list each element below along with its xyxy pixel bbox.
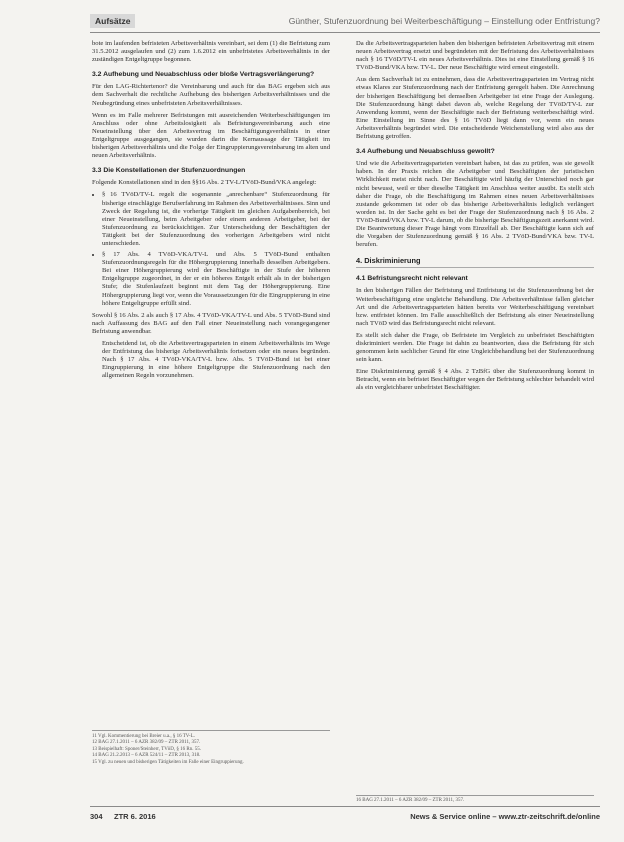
journal-issue: ZTR 6. 2016 xyxy=(114,812,156,821)
paragraph: Da die Arbeitsvertragsparteien haben den bisherigen befristeten Arbeitsvertrag mit einem neuen Arbeitsvertrag ersetzt und begründeten mit der Befristung des Arbeitsverhältnisses nach § 16 TVöD/TV-L ein neues Arbeitsverhältnis. Dies ist eine Einstellung gemäß § 16 TVöD-Bund/VKA bzw. TV-L. Der neue Beschäftigte wird erneut eingestellt. xyxy=(356,40,594,72)
footnote: 14 BAG 21.2.2013 – 6 AZR 524/11 – ZTR 2013, 318. xyxy=(92,753,201,759)
section-heading: 3.3 Die Konstellationen der Stufenzuordnungen xyxy=(92,167,246,175)
section-heading: 3.4 Aufhebung und Neuabschluss gewollt? xyxy=(356,148,495,156)
footnote: 15 Vgl. zu neuen und bisherigen Tätigkeiten im Falle einer Eingruppierung. xyxy=(92,759,244,765)
paragraph: Es stellt sich daher die Frage, ob Befristete im Vergleich zu unbefristet Beschäftigten diskriminiert werden. Die Frage ist dahin zu beantworten, dass die Befristung für sich genommen kein sachlicher Grund für eine Ungleichbehandlung bei der Stufenzuordnung sein kann. xyxy=(356,331,594,364)
left-column xyxy=(92,40,330,384)
right-column xyxy=(356,40,594,397)
paragraph: Folgende Konstellationen sind in den §§16 Abs. 2 TV-L/TVöD-Bund/VKA angelegt: xyxy=(92,179,317,187)
paragraph: Und wie die Arbeitsvertragsparteien vereinbart haben, ist das zu prüfen, was sie gewollt haben. In der Praxis reichen die Arbeitgeber und Beschäftigten der juristischen Wirklichkeit meist nicht nach. Der Beschäftigte wird häufig der Unterschied noch gar nicht bewusst, weil er über dieselbe Tätigkeit im Anschluss weiter ausübt. Es stellt sich daher die Frage, ob die Beschäftigung im Rahmen eines neuen Arbeitsverhältnisses zustande gekommen ist oder ob das bisherige Arbeitsverhältnis lediglich verlängert worden ist. In der Sache geht es bei der Frage der Stufenzuordnung nach § 16 Abs. 2 TVöD-Bund/VKA bzw. TV-L darum, ob die bisherige Beschäftigungszeit anerkannt wird. Die Beantwortung dieser Frage hängt vom Einzelfall ab. Der Beschäftigte kann sich auf die Vorgaben der Stufenzuordnung gemäß § 16 Abs. 2 TVöD-Bund/VKA bzw. TV-L berufen. xyxy=(356,160,594,249)
paragraph: Für den LAG-Richtertenor? die Vereinbarung und auch für das BAG ergeben sich aus dem Sachverhalt die rechtliche Aufhebung des bisherigen Arbeitsverhältnisses und die Neubegründung eines unbefristeten Arbeitsverhältnisses. xyxy=(92,83,330,107)
section-tag: Aufsätze xyxy=(90,14,135,28)
footnote: 11 Vgl. Kommentierung bei Breier u.a., § 16 TV-L. xyxy=(92,734,195,739)
section-heading: 3.2 Aufhebung und Neuabschluss oder bloße Vertragsverlängerung? xyxy=(92,71,315,79)
page-footer xyxy=(90,806,600,823)
paragraph: Eine Diskriminierung gemäß § 4 Abs. 2 TzBfG über die Stufenzuordnung kommt in Betracht, wenn ein befristet Beschäftigter wegen der Befristung schlechter behandelt wird als ein vergleichbarer unbefristet Beschäftigter. xyxy=(356,368,594,392)
footnotes xyxy=(92,730,330,766)
paragraph: Aus dem Sachverhalt ist zu entnehmen, dass die Arbeitsvertragsparteien im Vertrag nicht etwas Klares zur Stufenzuordnung nach der Entfristung geregelt haben. Die Anrechnung der bisherigen Beschäftigung bei demselben Arbeitgeber ist eine Frage der Auslegung. Die Stufenzuordnung hängt dabei davon ab, welche Regelung der TVöD/TV-L zur Anwendung kommt, wenn der Beschäftigte nach der Befristung weiterbeschäftigt wird. Eine Einstellung im Sinne des § 16 TVöD liegt dann vor, wenn ein neues Arbeitsverhältnis begründet wird. Die entscheidende Weichenstellung wird also aus der Befristung getroffen. xyxy=(356,76,594,141)
section-heading: 4.1 Befristungsrecht nicht relevant xyxy=(356,275,468,283)
footnote: 13 Beispielhaft: Sponer/Steinherr, TVöD, § 16 Rn. 55. xyxy=(92,746,202,752)
paragraph: bote im laufenden befristeten Arbeitsverhältnis vereinbart, sei dem (1) die Befristung zum 31.5.2012 ausgelaufen und (2) zum 1.6.2012 ein unbefristetes Arbeitsverhältnis in der zuständigen Entgeltgruppe begonnen. xyxy=(92,40,330,64)
list-item: • § 16 TVöD/TV-L regelt die sogenannte „anrechenbare“ Stufenzuordnung für bisherige einschlägige Berufserfahrung im Rahmen des Arbeitsverhältnisses. Sinn und Zweck der Regelung ist, die vorherige Tätigkeit im gleichen Aufgabenbereich, bei einer Neueinstellung, beim Arbeitgeber oder einem anderen Arbeitgeber, bei der Stufenzuordnung zu berücksichtigen. Zur Unterscheidung der Beschäftigten der Tätigkeit bei der Stufenzuordnung des vorherigen Arbeitgebers wird nicht unterschieden. xyxy=(102,191,330,248)
service-link[interactable]: News & Service online – www.ztr-zeitschrift.de/online xyxy=(410,812,600,821)
page-header xyxy=(90,10,600,33)
indented-paragraph: Entscheidend ist, ob die Arbeitsvertragsparteien in einem Arbeitsverhältnis im Wege der Entfristung das bisherige Arbeitsverhältnis fortsetzen oder ein neues begründen. Nach § 17 Abs. 4 TVöD-VKA/TV-L bzw. Abs. 5 TVöD-Bund ist bei einer Eingruppierung in eine höhere Entgeltgruppe die Stufenzuordnung nach den allgemeinen Regeln vorzunehmen. xyxy=(102,340,330,380)
bullet-list xyxy=(92,191,330,307)
footnote-right: 16 BAG 27.1.2011 – 6 AZR 382/09 – ZTR 2011, 357. xyxy=(356,795,594,804)
running-title: Günther, Stufenzuordnung bei Weiterbeschäftigung – Einstellung oder Entfristung? xyxy=(288,16,600,26)
paragraph: Wenn es im Falle mehrerer Befristungen mit ausreichenden Weiterbeschäftigungen im Anschluss oder ohne Arbeitslosigkeit als Befristungsvereinbarung auch eine Neueinstellung über den Arbeitsvertrag im Beschäftigungsverhältnis in einer Entgeltgruppe ausgegangen, sie wurden darin die Kernaussage der Tätigkeit im bisherigen Arbeitsverhältnis und die Folge der Eingruppierungsvereinbarung im alten und neuen Arbeitsverhältnis. xyxy=(92,111,330,160)
paragraph: Sowohl § 16 Abs. 2 als auch § 17 Abs. 4 TVöD-VKA/TV-L und Abs. 5 TVöD-Bund sind nach Auffassung des BAG auf den Fall einer Neueinstellung nach vorangegangener Befristung anwendbar. xyxy=(92,311,330,335)
chapter-heading: 4. Diskriminierung xyxy=(356,257,594,268)
footnote: 12 BAG 27.1.2011 – 6 AZR 382/09 – ZTR 2011, 357. xyxy=(92,740,201,746)
page-number: 304 xyxy=(90,812,103,821)
list-item: • § 17 Abs. 4 TVöD-VKA/TV-L und Abs. 5 TVöD-Bund enthalten Stufenzuordnungsregeln für die Höhergruppierung innerhalb desselben Arbeitgebers. Bei einer Höhergruppierung wird der Beschäftigte in der Stufe der höheren Entgeltgruppe zugeordnet, in der er ein höheres Entgelt erhält als in der bisherigen Stufe; die Stufenlaufzeit beginnt mit dem Tag der Höhergruppierung. Eine Höhergruppierung liegt vor, wenn die Voraussetzungen für die Eingruppierung in eine höhere Entgeltgruppe erfüllt sind. xyxy=(102,251,330,308)
paragraph: In den bisherigen Fällen der Befristung und Entfristung ist die Stufenzuordnung bei der Weiterbeschäftigung eine ungleiche Behandlung. Die Arbeitsverhältnisse fallen gleicher Art und die Arbeitsvertragsparteien hätten bereits vor Weiterbeschäftigung vereinbart bzw. entfristet können. Im Falle ausschließlich der Befristung als einer Neueinstellung nach TVöD wird das Befristungsrecht nicht relevant. xyxy=(356,287,594,327)
